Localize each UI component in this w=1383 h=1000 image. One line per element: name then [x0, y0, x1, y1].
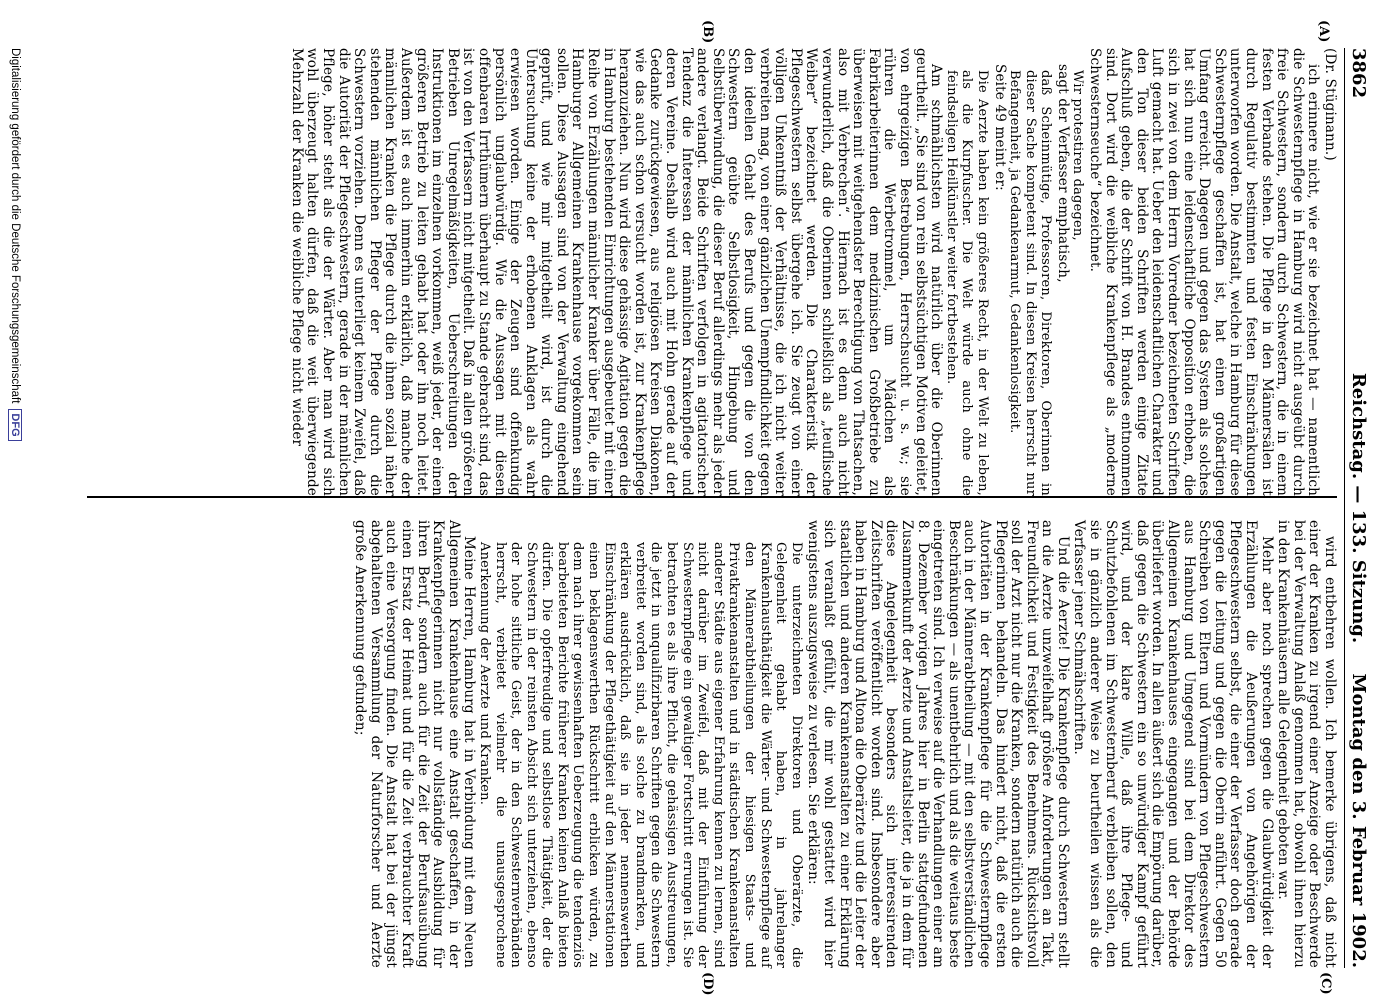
margin-marker-c: (C): [1318, 972, 1333, 995]
session-title: Reichstag. — 133. Sitzung.: [1348, 372, 1369, 644]
page-header: [1344, 48, 1371, 968]
digitization-credit: [8, 48, 22, 441]
paragraph: Mehr aber noch sprechen gegen die Glaubwürdigkeit der Erzählungen die Aeußerungen von Angehörigen der Pflegeschwestern selbst, die einer der Verfasser doch gerade gegen die Leitung und gegen die Oberin anführt. Gegen 50 Schreiben von Eltern und Vormündern von Pflegeschwestern aus Hamburg und Umgegend sind bei dem Direktor des Allgemeinen Krankenhauses eingegangen und der Behörde überliefert worden. In allen äußert sich die Empörung darüber, daß gegen die Schwestern ein so unwürdiger Kampf geführt wird, und der klare Wille, daß ihre Pflege- und Schutzbefohlenen im Schwesternberuf verbleiben sollen, den sie in gänzlich anderer Weise zu beurtheilen wissen als die Verfasser jener Schmähschriften.: [1071, 520, 1275, 968]
margin-marker-d: (D): [700, 972, 715, 996]
column-divider: [87, 496, 1337, 498]
paragraph: Am schmählichsten wird natürlich über die Oberinnen geurtheilt. „Sie sind von rein selbstsüchtigen Motiven geleitet, von ehrgeizigen Bestrebungen, Herrschsucht u. s. w.; sie rühren die Werbetrommel, um Mädchen als Fabrikarbeiterinnen dem medizinischen Großbetriebe zu überweisen mit weitgehendster Berechtigung von Thatsachen, also mit Verbrechen“. Hiernach ist es denn auch nicht verwunderlich, daß die Oberinnen schließlich als „teuflische Weiber“ bezeichnet werden. Die Charakteristik der Pflegeschwestern selbst übergehe ich. Sie zeugt von einer völligen Unkenntniß der Verhältnisse, die ich nicht weiter verbreiten mag, von einer gänzlichen Unempfindlichkeit gegen den ideellen Gehalt des Berufs und gegen die von den Schwestern geübte Selbstlosigkeit, Hingebung und Selbstüberwindung, die dieser Beruf allerdings mehr als jeder andere verlangt. Beide Schriften verfolgen in agitatorischer Tendenz die Interessen der männlichen Krankenpflege und deren Vereine. Deshalb wird auch mit Hohn gerade auf der Gedanke zurückgewiesen, aus religiösen Kreisen Diakonen, wie das auch schon versucht worden ist, zur Krankenpflege heranzuziehen. Nun wird diese gehässige Agitation gegen die in Hamburg bestehenden Einrichtungen ausgebeutet mit einer Reihe von Erzählungen männlicher Kranker über Fälle, die im Hamburger Allgemeinen Krankenhause vorgekommen sein sollen. Diese Aussagen sind von der Verwaltung eingehend geprüft, und wie mir mitgetheilt wird, ist durch die Untersuchung keine der erhobenen Anklagen als wahr erwiesen worden. Einige der Zeugen sind offenkundig persönlich unglaubwürdig. Wie die Aussagen mit diesen offenbaren Irrthümern überhaupt zu Stande gebracht sind, das ist von den Verfassern nicht mitgetheilt. Daß in allen größeren Betrieben Unregelmäßigkeiten, Ueberschreitungen der Instruktionen im einzelnen vorkommen, weiß jeder, der einen größeren Betrieb zu leiten gehabt hat oder ihn noch leitet. Außerdem ist es auch immerhin erklärlich, daß manche der männlichen Kranken die Pflege durch die ihnen sozial näher stehenden männlichen Pfleger der Pflege durch die Schwestern vorziehen. Denn es unterliegt keinem Zweifel, daß die Autorität der Pflegeschwestern, gerade in der männlichen Pflege, höher steht als die der Wärter. Aber man wird sich wohl überzeugt halten dürfen, daß die weit überwiegende Mehrzahl der Kranken die weibliche Pflege nicht wieder: [288, 48, 945, 496]
quote: Wir protestiren dagegen,: [1070, 70, 1086, 241]
paragraph: wird entbehren wollen. Ich bemerke übrigens, daß nicht einer der Kranken zu irgend einer Anzeige oder Beschwerde bei der Verwaltung Anlaß genommen hat, obwohl ihnen hierzu in den Krankenhäusern alle Gelegenheit geboten war.: [1275, 520, 1338, 968]
paragraph: ich erinnere nicht, wie er sie bezeichnet hat — namentlich die Schwesternpflege in Hamburg wird nicht ausgeübt durch freie Schwestern, sondern durch Schwestern, die in einem festen Verbande stehen. Die Pflege in den Männersälen ist durch Regulativ bestimmten und festen Einschränkungen unterworfen worden. Die Anstalt, welche in Hamburg für diese Schwesternpflege geschaffen ist, hat einen großartigen Umfang erreicht. Dagegen und gegen das System als solches hat sich nun eine leidenschaftliche Opposition erhoben, die sich in zwei von dem Herrn Vorredner bezeichneten Schriften Luft gemacht hat. Ueber den leidenschaftlichen Charakter und den Ton dieser beiden Schriften werden einige Zitate Aufschluß geben, die der Schrift von H. Brandes entnommen sind. Dort wird die weibliche Krankenpflege als „moderne Schwesternseuche“ bezeichnet.: [1087, 48, 1322, 496]
credit-text: Digitalisierung gefördert durch die Deutsche Forschungsgemeinschaft: [9, 48, 21, 404]
right-text-column: [351, 520, 1337, 968]
quote: Die Aerzte haben kein größeres Recht, in der Welt zu leben, als die Kurpfuscher. Die Welt würde auch ohne die feindseligen Heilkünstler weiter fortbestehen.: [943, 70, 990, 496]
paragraph: Meine Herren, Hamburg hat in Verbindung mit dem Neuen Allgemeinen Krankenhause eine Anstalt geschaffen, in der Krankenpflegerinnen nicht nur vollständige Ausbildung für ihren Beruf, sondern auch für die Zeit der Berufsausübung einen Ersatz der Heimat und für die Zeit verbrauchter Kraft auch eine Versorgung finden. Die Anstalt hat bei der jüngst abgehaltenen Versammlung der Naturforscher und Aerzte große Anerkennung gefunden;: [352, 520, 478, 968]
margin-marker-b: (B): [700, 20, 715, 44]
quote: Die unterzeichneten Direktoren und Oberärzte, die Gelegenheit gehabt haben, in jahrelanger Krankenhausthätigkeit die Wärter- und Schwesternpflege auf den Männerabtheilungen der hiesigen Staats- und Privatkrankenanstalten und in städtischen Krankenanstalten anderer Städte aus eigener Erfahrung kennen zu lernen, sind nicht darüber im Zweifel, daß mit der Einführung der Schwesternpflege ein gewaltiger Fortschritt errungen ist. Sie betrachten es als ihre Pflicht, die gehässigen Ausstreuungen, die jetzt in unqualifizirbaren Schriften gegen die Schwestern verbreitet worden sind, als solche zu brandmarken, und erklären ausdrücklich, daß sie in jeder nennenswerthen Einschränkung der Pflegethätigkeit auf den Männerstationen einen beklagenswerthen Rückschritt erblicken würden, zu dem nach ihrer gewissenhaften Ueberzeugung die tendenziös bearbeiteten Berichte früherer Kranken keinen Anlaß bieten dürfen. Die opferfreudige und selbstlose Thätigkeit, der die Schwestern in der reinsten Absicht sich unterziehen, ebenso der hohe sittliche Geist, der in den Schwesternverbänden herrscht, verbietet vielmehr die unausgesprochene Anerkennung der Aerzte und Kranken.: [476, 542, 804, 968]
paragraph: sagt der Verfasser emphatisch,: [1054, 64, 1071, 283]
page-number: 3862: [1348, 48, 1369, 99]
session-date: Montag den 3. Februar 1902.: [1348, 673, 1369, 968]
left-text-column: [287, 48, 1337, 496]
speaker-label: (Dr. Stüginann.): [1322, 48, 1338, 161]
dfg-logo: DFG: [8, 409, 22, 440]
paragraph: Seite 49 meint er:: [991, 64, 1008, 191]
quote: daß Scheinmütige, Professoren, Direktoren, Oberinnen in dieser Sache kompetent sind. In diesen Kreisen herrscht nur Befangenheit, ja Gedankenarmut, Gedankenlosigkeit.: [1007, 70, 1054, 496]
margin-marker-a: (A): [1316, 20, 1331, 43]
paragraph: Und die Aerzte! Die Krankenpflege durch Schwestern stellt an die Aerzte unzweifelhaft größere Anforderungen an Takt, Freundlichkeit und Festigkeit des Benehmens. Rücksichtsvoll soll der Arzt nicht nur die Kranken, sondern natürlich auch die Pflegerinnen behandeln. Das hindert nicht, daß die ersten Autoritäten in der Krankenpflege für die Schwesternpflege auch in der Männerabtheilung — mit den selbstverständlichen Beschränkungen — als unentbehrlich und als die weitaus beste eingetreten sind. Ich verweise auf die Verhandlungen einer am 8. Dezember vorigen Jahres hier in Berlin stattgefundenen Zusammenkunft der Aerzte und Anstaltsleiter, die ja in dem für diese Angelegenheit besonders sich interessirenden Zeitschriften veröffentlicht worden sind. Insbesondere aber haben in Hamburg und Altona die Oberärzte und die Leiter der staatlichen und anderen Krankenanstalten zu einer Erklärung sich veranlaßt gefühlt, die mir wohl gestattet wird hier wenigstens auszugsweise zu verlesen. Sie erklären:: [805, 520, 1071, 968]
